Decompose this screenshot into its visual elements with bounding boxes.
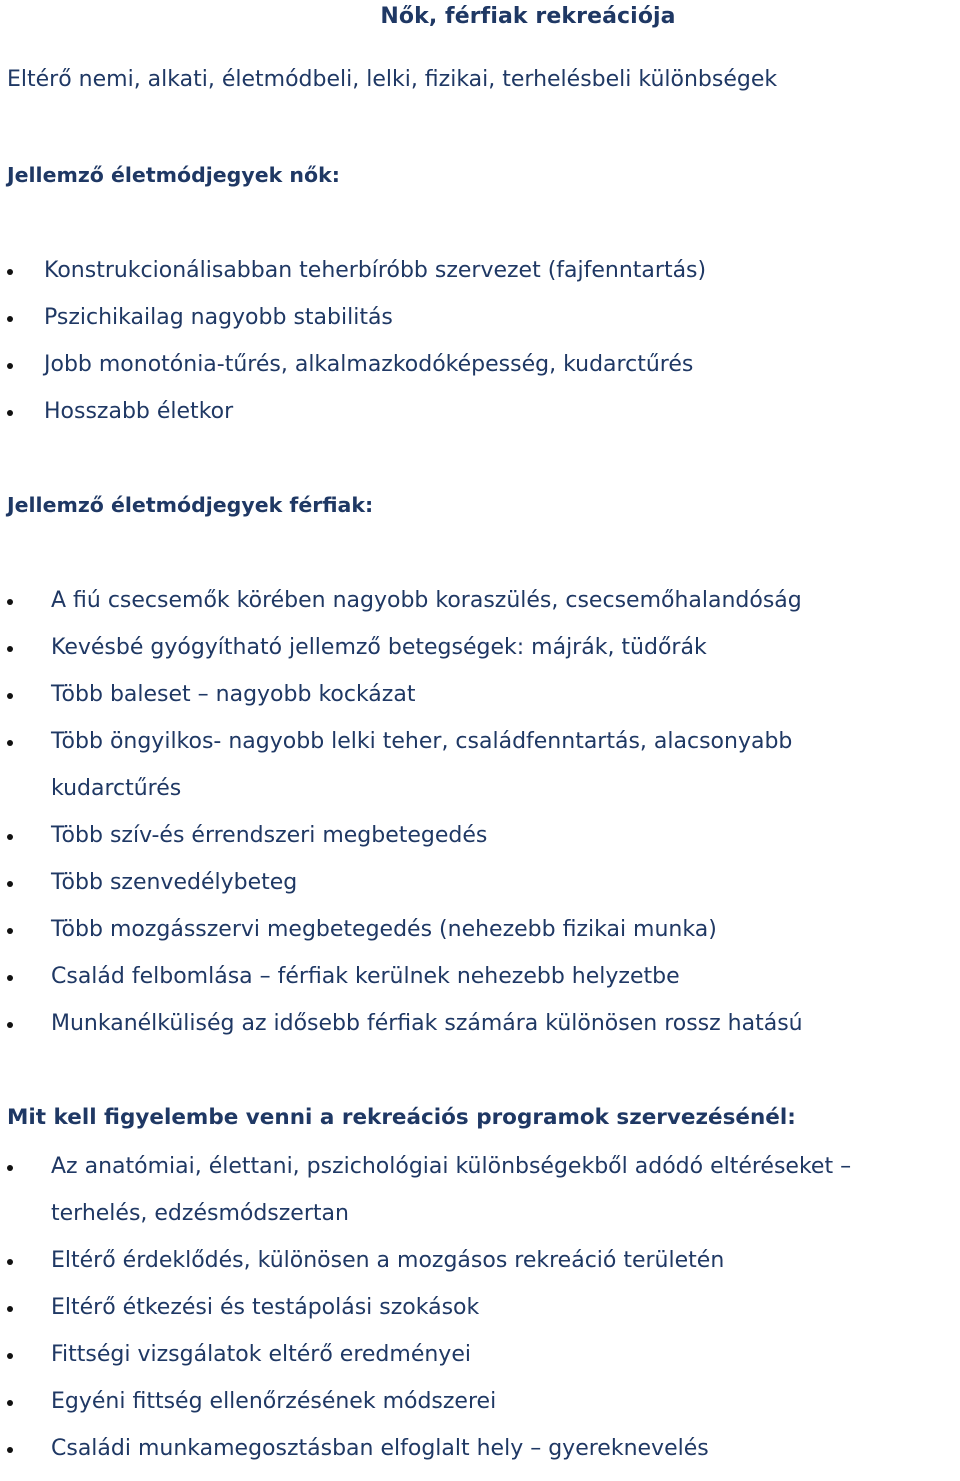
list-item (0, 351, 706, 398)
bullet-icon (7, 1259, 13, 1265)
men-list (0, 586, 803, 1056)
list-item-text: Több baleset – nagyobb kockázat (51, 682, 416, 707)
list-item-continuation (0, 1199, 851, 1246)
list-item-text: Több mozgásszervi megbetegedés (nehezebb fizikai munka) (51, 917, 717, 942)
programs-heading: Mit kell figyelembe venni a rekreációs programok szervezésénél: (7, 1105, 796, 1130)
list-item-text: Család felbomlása – férfiak kerülnek nehezebb helyzetbe (51, 964, 680, 989)
list-item (0, 1340, 851, 1387)
list-item-text: A fiú csecsemők körében nagyobb koraszülés, csecsemőhalandóság (51, 588, 802, 613)
list-item (0, 821, 803, 868)
list-item-text: Munkanélküliség az idősebb férfiak számára különösen rossz hatású (51, 1011, 803, 1036)
list-item-text: Pszichikailag nagyobb stabilitás (44, 305, 393, 330)
bullet-icon (7, 881, 13, 887)
list-item (0, 727, 803, 774)
bullet-icon (7, 928, 13, 934)
women-list (0, 257, 706, 445)
list-item (0, 1152, 851, 1199)
bullet-icon (7, 269, 13, 275)
list-item (0, 304, 706, 351)
list-item-text: Egyéni fittség ellenőrzésének módszerei (51, 1389, 497, 1414)
list-item (0, 257, 706, 304)
men-heading: Jellemző életmódjegyek férfiak: (7, 493, 374, 517)
list-item (0, 868, 803, 915)
women-heading: Jellemző életmódjegyek nők: (7, 163, 340, 187)
list-item-text: Eltérő étkezési és testápolási szokások (51, 1295, 480, 1320)
list-item (0, 586, 803, 633)
bullet-icon (7, 975, 13, 981)
bullet-icon (7, 646, 13, 652)
list-item (0, 1293, 851, 1340)
list-item-text: Több szenvedélybeteg (51, 870, 298, 895)
list-item-text: Családi munkamegosztásban elfoglalt hely – gyereknevelés (51, 1436, 709, 1461)
bullet-icon (7, 1306, 13, 1312)
list-item-text: Eltérő érdeklődés, különösen a mozgásos rekreáció területén (51, 1248, 725, 1273)
list-item-text: Kevésbé gyógyítható jellemző betegségek: májrák, tüdőrák (51, 635, 707, 660)
bullet-icon (7, 740, 13, 746)
programs-list (0, 1152, 851, 1481)
bullet-icon (7, 693, 13, 699)
list-item-text: Hosszabb életkor (44, 399, 234, 424)
bullet-icon (7, 410, 13, 416)
bullet-icon (7, 1165, 13, 1171)
list-item-continuation (0, 774, 803, 821)
page-subtitle: Eltérő nemi, alkati, életmódbeli, lelki, fizikai, terhelésbeli különbségek (7, 67, 778, 92)
bullet-icon (7, 1353, 13, 1359)
bullet-icon (7, 599, 13, 605)
list-item (0, 633, 803, 680)
list-item-text: Fittségi vizsgálatok eltérő eredményei (51, 1342, 471, 1367)
list-item (0, 398, 706, 445)
list-item-text: Több öngyilkos- nagyobb lelki teher, családfenntartás, alacsonyabb (51, 729, 793, 754)
list-item (0, 962, 803, 1009)
bullet-icon (7, 1022, 13, 1028)
list-item (0, 680, 803, 727)
page-title: Nők, férfiak rekreációja (380, 4, 676, 29)
list-item-text: Több szív-és érrendszeri megbetegedés (51, 823, 488, 848)
list-item (0, 1387, 851, 1434)
bullet-icon (7, 834, 13, 840)
bullet-icon (7, 316, 13, 322)
list-item (0, 1009, 803, 1056)
list-item-text: Az anatómiai, élettani, pszichológiai különbségekből adódó eltéréseket – (51, 1154, 852, 1179)
bullet-icon (7, 363, 13, 369)
list-item (0, 1246, 851, 1293)
list-item-text: kudarctűrés (51, 776, 182, 801)
list-item (0, 915, 803, 962)
list-item-text: terhelés, edzésmódszertan (51, 1201, 349, 1226)
list-item (0, 1434, 851, 1481)
list-item-text: Jobb monotónia-tűrés, alkalmazkodóképesség, kudarctűrés (44, 352, 694, 377)
bullet-icon (7, 1400, 13, 1406)
bullet-icon (7, 1447, 13, 1453)
list-item-text: Konstrukcionálisabban teherbíróbb szervezet (fajfenntartás) (44, 258, 707, 283)
